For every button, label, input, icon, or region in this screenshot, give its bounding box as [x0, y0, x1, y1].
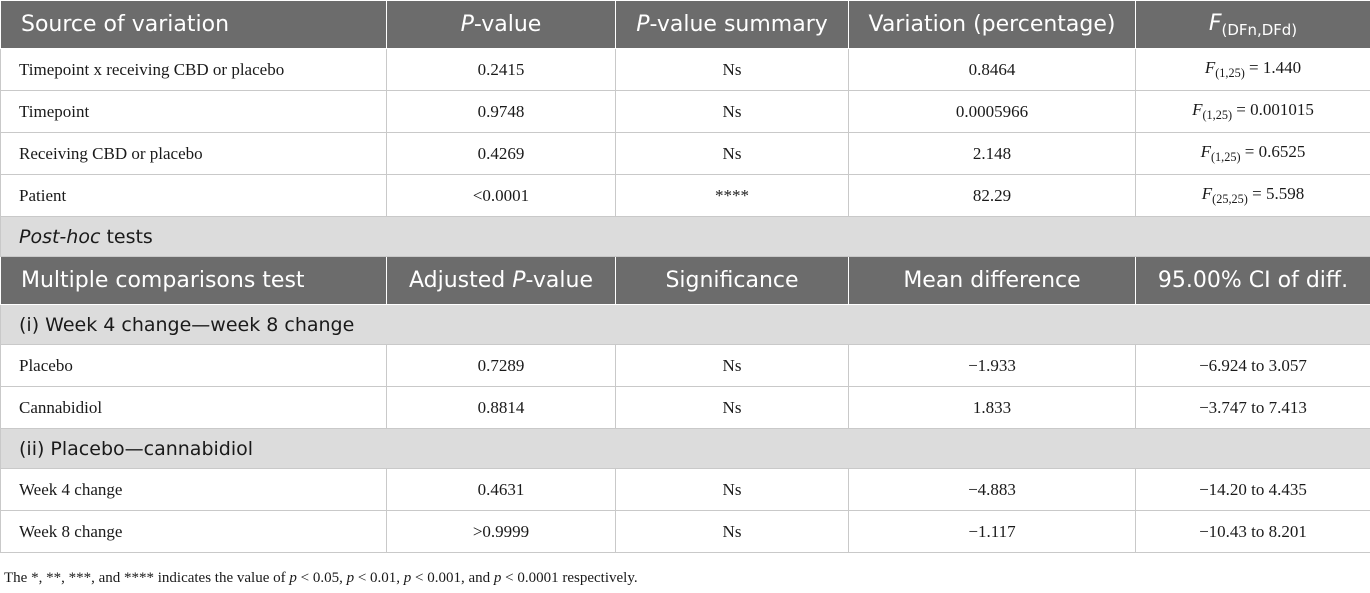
f-stat-cell: $F_{(1,25)} = 1.440$ — [1136, 49, 1370, 91]
table-row — [1, 345, 1370, 387]
table-row — [1, 511, 1370, 553]
p-summary-cell: Ns — [616, 49, 849, 91]
adjusted-p-cell: 0.4631 — [387, 469, 616, 511]
source-cell: Timepoint — [1, 91, 387, 133]
p-summary-cell: Ns — [616, 91, 849, 133]
test-cell: Placebo — [1, 345, 387, 387]
source-cell: Patient — [1, 175, 387, 217]
group-header-row — [1, 305, 1370, 345]
header-significance: Significance — [616, 257, 849, 305]
table-row — [1, 91, 1370, 133]
table-row — [1, 469, 1370, 511]
p-value-cell: 0.9748 — [387, 91, 616, 133]
footnote: The *, **, ***, and **** indicates the value of p < 0.05, p < 0.01, p < 0.001, and p < 0.0001 respectively. — [4, 570, 638, 586]
ci-cell: −6.924 to 3.057 — [1136, 345, 1370, 387]
table-row — [1, 175, 1370, 217]
mean-difference-cell: −1.117 — [849, 511, 1136, 553]
group-title: (i) Week 4 change—week 8 change — [1, 305, 1370, 345]
test-cell: Cannabidiol — [1, 387, 387, 429]
header-adjusted-p-value: Adjusted P-value — [387, 257, 616, 305]
variation-cell: 2.148 — [849, 133, 1136, 175]
adjusted-p-cell: 0.7289 — [387, 345, 616, 387]
f-stat-cell: $F_{(1,25)} = 0.6525$ — [1136, 133, 1370, 175]
mean-difference-cell: −4.883 — [849, 469, 1136, 511]
header-source: Source of variation — [1, 1, 387, 49]
significance-cell: Ns — [616, 469, 849, 511]
table-row — [1, 387, 1370, 429]
comparisons-header-row — [1, 257, 1370, 305]
variation-cell: 0.8464 — [849, 49, 1136, 91]
group-title: (ii) Placebo—cannabidiol — [1, 429, 1370, 469]
source-cell: Receiving CBD or placebo — [1, 133, 387, 175]
mean-difference-cell: 1.833 — [849, 387, 1136, 429]
header-comparisons-test: Multiple comparisons test — [1, 257, 387, 305]
ci-cell: −14.20 to 4.435 — [1136, 469, 1370, 511]
mean-difference-cell: −1.933 — [849, 345, 1136, 387]
ci-cell: −10.43 to 8.201 — [1136, 511, 1370, 553]
group-header-row — [1, 429, 1370, 469]
table-row — [1, 49, 1370, 91]
test-cell: Week 8 change — [1, 511, 387, 553]
significance-cell: Ns — [616, 511, 849, 553]
header-p-value-summary: P-value summary — [616, 1, 849, 49]
significance-cell: Ns — [616, 387, 849, 429]
header-p-value: P-value — [387, 1, 616, 49]
p-summary-cell: Ns — [616, 133, 849, 175]
p-value-cell: 0.2415 — [387, 49, 616, 91]
source-cell: Timepoint x receiving CBD or placebo — [1, 49, 387, 91]
posthoc-section-row — [1, 217, 1370, 257]
anova-header-row — [1, 1, 1370, 49]
f-stat-cell: $F_{(25,25)} = 5.598$ — [1136, 175, 1370, 217]
ci-cell: −3.747 to 7.413 — [1136, 387, 1370, 429]
p-value-cell: <0.0001 — [387, 175, 616, 217]
posthoc-label: Post-hoc tests — [1, 217, 1370, 257]
f-stat-cell: $F_{(1,25)} = 0.001015$ — [1136, 91, 1370, 133]
test-cell: Week 4 change — [1, 469, 387, 511]
variation-cell: 0.0005966 — [849, 91, 1136, 133]
header-f-statistic: $F_{(DFn,DFd)}$ — [1136, 1, 1370, 49]
adjusted-p-cell: >0.9999 — [387, 511, 616, 553]
significance-cell: Ns — [616, 345, 849, 387]
p-summary-cell: **** — [616, 175, 849, 217]
header-ci: 95.00% CI of diff. — [1136, 257, 1370, 305]
variation-cell: 82.29 — [849, 175, 1136, 217]
table-row — [1, 133, 1370, 175]
p-value-cell: 0.4269 — [387, 133, 616, 175]
header-mean-difference: Mean difference — [849, 257, 1136, 305]
header-variation: Variation (percentage) — [849, 1, 1136, 49]
adjusted-p-cell: 0.8814 — [387, 387, 616, 429]
